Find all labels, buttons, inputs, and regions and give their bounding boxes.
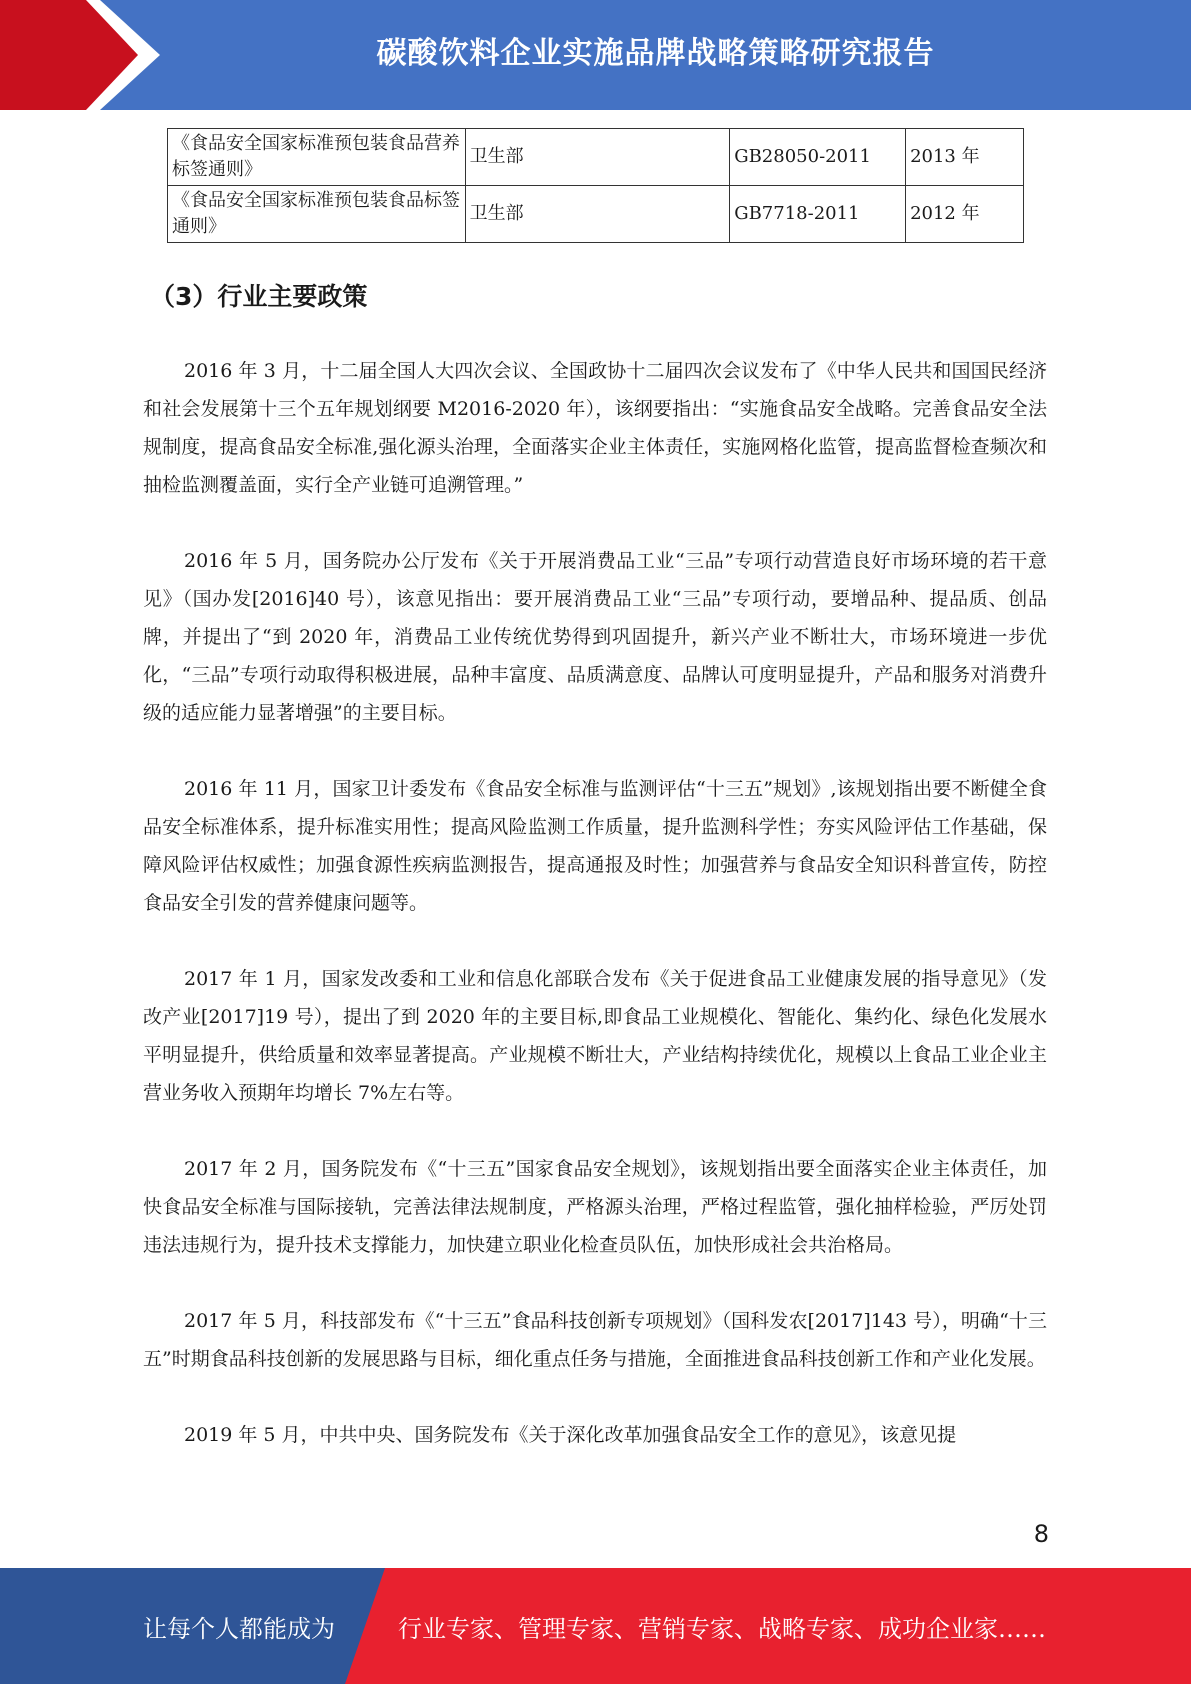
standard-code: GB7718-2011 [730,186,906,243]
page-footer [0,1568,1191,1684]
section-heading: （3）行业主要政策 [150,282,368,311]
standard-department: 卫生部 [465,186,730,243]
paragraph: 2016 年 11 月，国家卫计委发布《食品安全标准与监测评估“十三五”规划》,该规划指出要不断健全食品安全标准体系，提升标准实用性；提高风险监测工作质量，提升监测科学性；夯实风险评估工作基础，保障风险评估权威性；加强食源性疾病监测报告，提高通报及时性；加强营养与食品安全知识科普宣传，防控食品安全引发的营养健康问题等。 [143,778,1047,914]
standard-name: 《食品安全国家标准预包装食品营养标签通则》 [168,129,466,186]
table-row [168,186,1024,243]
standard-department: 卫生部 [465,129,730,186]
footer-slogan-left: 让每个人都能成为 [143,1614,335,1643]
standard-code: GB28050-2011 [730,129,906,186]
page-header [0,0,1191,110]
standards-table [167,128,1024,243]
header-red-chevron [0,0,160,110]
report-title: 碳酸饮料企业实施品牌战略策略研究报告 [376,36,935,71]
paragraph: 2016 年 5 月，国务院办公厅发布《关于开展消费品工业“三品”专项行动营造良好市场环境的若干意见》（国办发[2016]40 号），该意见指出：要开展消费品工业“三品”专项行动，要增品种、提品质、创品牌，并提出了“到 2020 年，消费品工业传统优势得到巩固提升，新兴产业不断壮大，市场环境进一步优化，“三品”专项行动取得积极进展，品种丰富度、品质满意度、品牌认可度明显提升，产品和服务对消费升级的适应能力显著增强”的主要目标。 [143,550,1047,724]
table-row [168,129,1024,186]
page-number: 8 [1033,1520,1049,1548]
footer-slogan-right: 行业专家、管理专家、营销专家、战略专家、成功企业家…… [398,1614,1046,1643]
standard-year: 2013 年 [906,129,1024,186]
paragraph: 2017 年 5 月，科技部发布《“十三五”食品科技创新专项规划》（国科发农[2017]143 号），明确“十三五”时期食品科技创新的发展思路与目标，细化重点任务与措施，全面推进食品科技创新工作和产业化发展。 [143,1310,1047,1370]
policy-content [143,352,1047,1492]
standard-name: 《食品安全国家标准预包装食品标签通则》 [168,186,466,243]
paragraph: 2017 年 2 月，国务院发布《“十三五”国家食品安全规划》，该规划指出要全面落实企业主体责任，加快食品安全标准与国际接轨，完善法律法规制度，严格源头治理，严格过程监管，强化抽样检验，严厉处罚违法违规行为，提升技术支撑能力，加快建立职业化检查员队伍，加快形成社会共治格局。 [143,1158,1047,1256]
paragraph: 2019 年 5 月，中共中央、国务院发布《关于深化改革加强食品安全工作的意见》，该意见提 [184,1424,957,1446]
paragraph: 2016 年 3 月，十二届全国人大四次会议、全国政协十二届四次会议发布了《中华人民共和国国民经济和社会发展第十三个五年规划纲要 M2016-2020 年），该纲要指出：“实施食品安全战略。完善食品安全法规制度，提高食品安全标准,强化源头治理，全面落实企业主体责任，实施网格化监管，提高监督检查频次和抽检监测覆盖面，实行全产业链可追溯管理。” [143,360,1047,496]
standard-year: 2012 年 [906,186,1024,243]
paragraph: 2017 年 1 月，国家发改委和工业和信息化部联合发布《关于促进食品工业健康发展的指导意见》（发改产业[2017]19 号），提出了到 2020 年的主要目标,即食品工业规模化、智能化、集约化、绿色化发展水平明显提升，供给质量和效率显著提高。产业规模不断壮大，产业结构持续优化，规模以上食品工业企业主营业务收入预期年均增长 7%左右等。 [143,968,1047,1104]
